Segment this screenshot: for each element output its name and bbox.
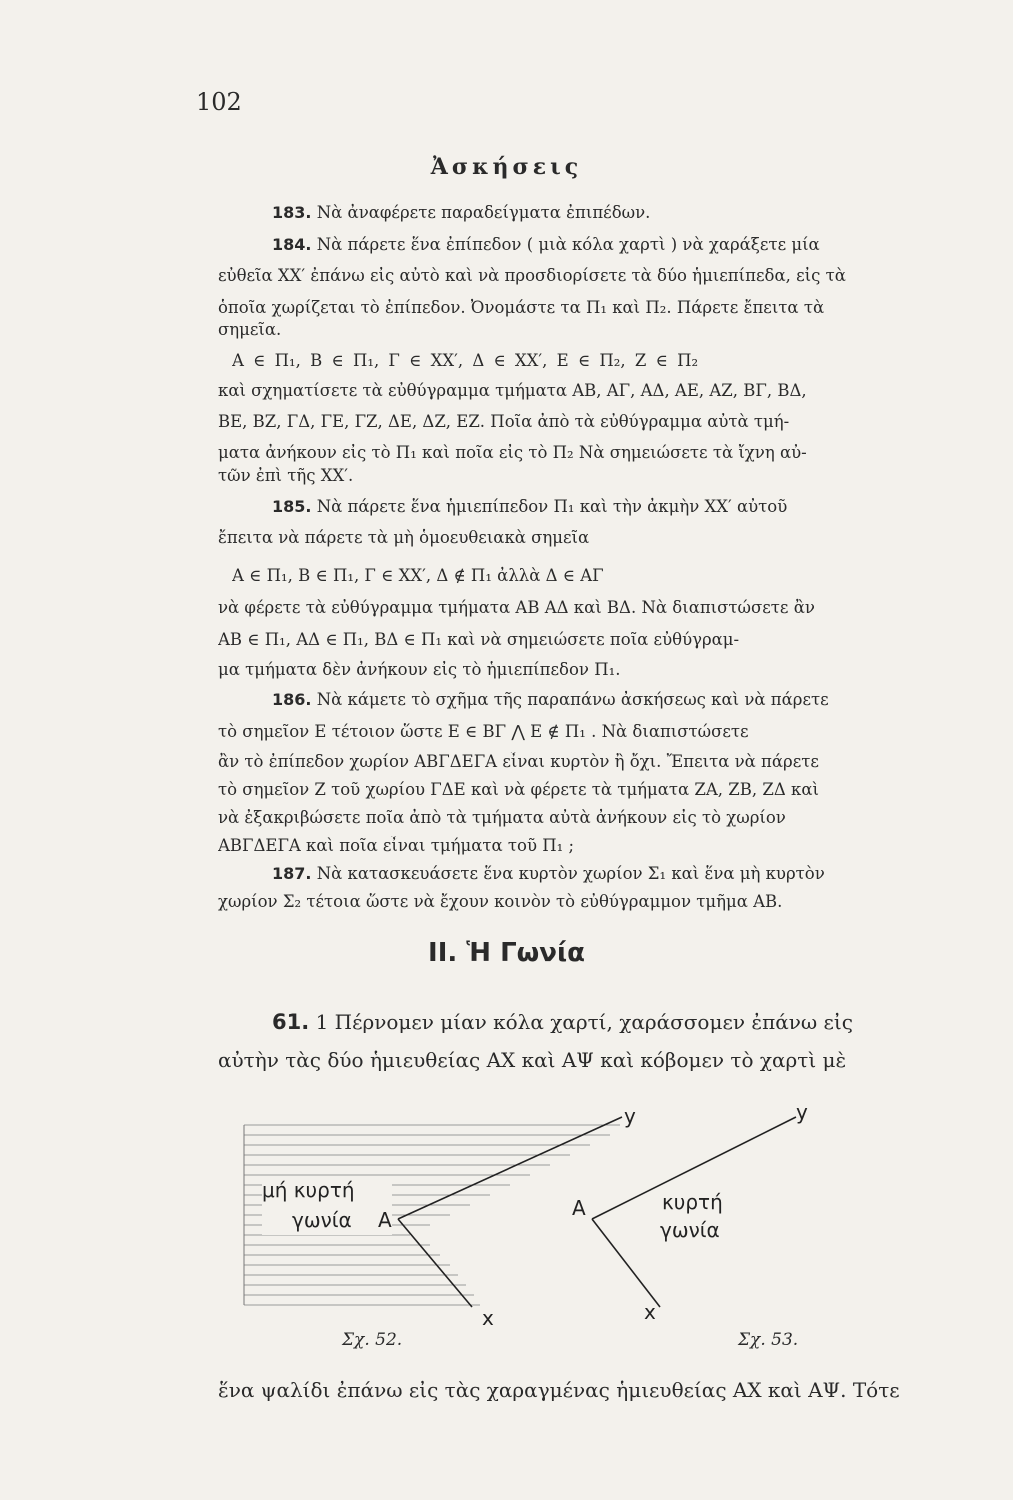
left-angle-label-1: μή κυρτή — [262, 1178, 355, 1202]
paragraph-61-line: αὐτὴν τὰς δύο ἡμιευθείας ΑΧ καὶ ΑΨ καὶ κόβομεν τὸ χαρτὶ μὲ — [218, 1048, 847, 1072]
exercise-185-line: νὰ φέρετε τὰ εὐθύγραμμα τμήματα ΑΒ ΑΔ καὶ ΒΔ. Νὰ διαπιστώσετε ἂν — [218, 598, 815, 617]
figure-caption-52: Σχ. 52. — [342, 1330, 403, 1350]
section-title: II. Ἡ Γωνία — [428, 938, 585, 968]
right-vertex-label: A — [572, 1196, 586, 1220]
exercise-number: 186. — [272, 690, 312, 709]
exercise-184-line: τῶν ἐπὶ τῆς XX′. — [218, 466, 354, 485]
exercise-184-line: εὐθεῖα XX′ ἐπάνω εἰς αὐτὸ καὶ νὰ προσδιορίσετε τὰ δύο ἡμιεπίπεδα, εἰς τὰ — [218, 266, 846, 285]
left-angle-label-2: γωνία — [292, 1208, 352, 1232]
exercise-185-line: ἔπειτα νὰ πάρετε τὰ μὴ ὁμοευθειακὰ σημεῖα — [218, 528, 590, 547]
exercise-183 — [0, 203, 972, 222]
exercise-text: Νὰ ἀναφέρετε παραδείγματα ἐπιπέδων. — [316, 203, 651, 222]
exercise-text: Νὰ πάρετε ἕνα ἐπίπεδον ( μιὰ κόλα χαρτὶ ) νὰ χαράξετε μία — [316, 235, 820, 254]
exercise-184-line: ματα ἀνήκουν εἰς τὸ Π₁ καὶ ποῖα εἰς τὸ Π₂ Νὰ σημειώσετε τὰ ἴχνη αὐ- — [218, 443, 807, 462]
final-line: ἕνα ψαλίδι ἐπάνω εἰς τὰς χαραγμένας ἡμιευθείας ΑΧ καὶ ΑΨ. Τότε — [218, 1378, 900, 1402]
exercise-184-line: ὁποῖα χωρίζεται τὸ ἐπίπεδον. Ὀνομάστε τα Π₁ καὶ Π₂. Πάρετε ἔπειτα τὰ — [218, 298, 825, 317]
exercise-184-formula: Α ∈ Π₁, Β ∈ Π₁, Γ ∈ XX′, Δ ∈ XX′, Ε ∈ Π₂, Ζ ∈ Π₂ — [232, 351, 699, 370]
exercise-184-line: ΒΕ, ΒΖ, ΓΔ, ΓΕ, ΓΖ, ΔΕ, ΔΖ, ΕΖ. Ποῖα ἀπὸ τὰ εὐθύγραμμα αὐτὰ τμή- — [218, 412, 790, 431]
exercise-number: 187. — [272, 864, 312, 883]
exercise-186-line: ἂν τὸ ἐπίπεδον χωρίον ΑΒΓΔΕΓΑ εἶναι κυρτὸν ἢ ὄχι. Ἔπειτα νὰ πάρετε — [218, 752, 819, 771]
paragraph-61-line — [272, 1010, 978, 1034]
paragraph-number: 61. — [272, 1010, 310, 1034]
exercise-186-line: ΑΒΓΔΕΓΑ καὶ ποῖα εἶναι τμήματα τοῦ Π₁ ; — [218, 836, 575, 855]
exercise-185-line: ΑΒ ∈ Π₁, ΑΔ ∈ Π₁, ΒΔ ∈ Π₁ καὶ νὰ σημειώσετε ποῖα εὐθύγραμ- — [218, 630, 740, 649]
right-ray-up-label: y — [796, 1100, 808, 1124]
exercise-186-line: τὸ σημεῖον Ζ τοῦ χωρίου ΓΔΕ καὶ νὰ φέρετε τὰ τμήματα ΖΑ, ΖΒ, ΖΔ καὶ — [218, 780, 819, 799]
exercise-number: 185. — [272, 497, 312, 516]
exercise-185-line — [0, 497, 972, 516]
left-ray-up-label: y — [624, 1104, 636, 1128]
exercise-187-line: χωρίον Σ₂ τέτοια ὥστε νὰ ἔχουν κοινὸν τὸ εὐθύγραμμον τμῆμα ΑΒ. — [218, 892, 783, 911]
right-angle-label-2: γωνία — [660, 1218, 720, 1242]
exercise-number: 184. — [272, 235, 312, 254]
exercises-heading: Ἀσκήσεις — [430, 154, 583, 180]
exercise-184-line: σημεῖα. — [218, 320, 282, 339]
exercise-186-line: νὰ ἐξακριβώσετε ποῖα ἀπὸ τὰ τμήματα αὐτὰ ἀνήκουν εἰς τὸ χωρίον — [218, 808, 786, 827]
left-vertex-label: A — [378, 1208, 392, 1232]
exercise-number: 183. — [272, 203, 312, 222]
paragraph-text: 1 Πέρνομεν μίαν κόλα χαρτί, χαράσσομεν ἐπάνω εἰς — [315, 1010, 853, 1034]
exercise-text: Νὰ κατασκευάσετε ἕνα κυρτὸν χωρίον Σ₁ καὶ ἕνα μὴ κυρτὸν — [316, 864, 825, 883]
figure-caption-53: Σχ. 53. — [738, 1330, 799, 1350]
exercise-185-line: μα τμήματα δὲν ἀνήκουν εἰς τὸ ἡμιεπίπεδον Π₁. — [218, 660, 621, 679]
exercise-185-formula: Α ∈ Π₁, Β ∈ Π₁, Γ ∈ XX′, Δ ∉ Π₁ ἀλλὰ Δ ∈ ΑΓ — [232, 566, 604, 585]
left-ray-down-label: x — [482, 1306, 494, 1330]
exercise-187-line — [0, 864, 972, 883]
angle-figure — [240, 1095, 820, 1335]
exercise-186-line: τὸ σημεῖον Ε τέτοιον ὥστε Ε ∈ ΒΓ ⋀ Ε ∉ Π₁ . Νὰ διαπιστώσετε — [218, 722, 749, 741]
right-angle-label-1: κυρτή — [662, 1190, 723, 1214]
exercise-text: Νὰ πάρετε ἕνα ἡμιεπίπεδον Π₁ καὶ τὴν ἀκμὴν XX′ αὐτοῦ — [316, 497, 788, 516]
exercise-186-line — [0, 690, 972, 709]
right-ray-down-label: x — [644, 1300, 656, 1324]
exercise-184-line — [0, 235, 972, 254]
exercise-text: Νὰ κάμετε τὸ σχῆμα τῆς παραπάνω ἀσκήσεως καὶ νὰ πάρετε — [316, 690, 829, 709]
exercise-184-line: καὶ σχηματίσετε τὰ εὐθύγραμμα τμήματα ΑΒ, ΑΓ, ΑΔ, ΑΕ, ΑΖ, ΒΓ, ΒΔ, — [218, 381, 807, 400]
page-number: 102 — [196, 88, 242, 116]
